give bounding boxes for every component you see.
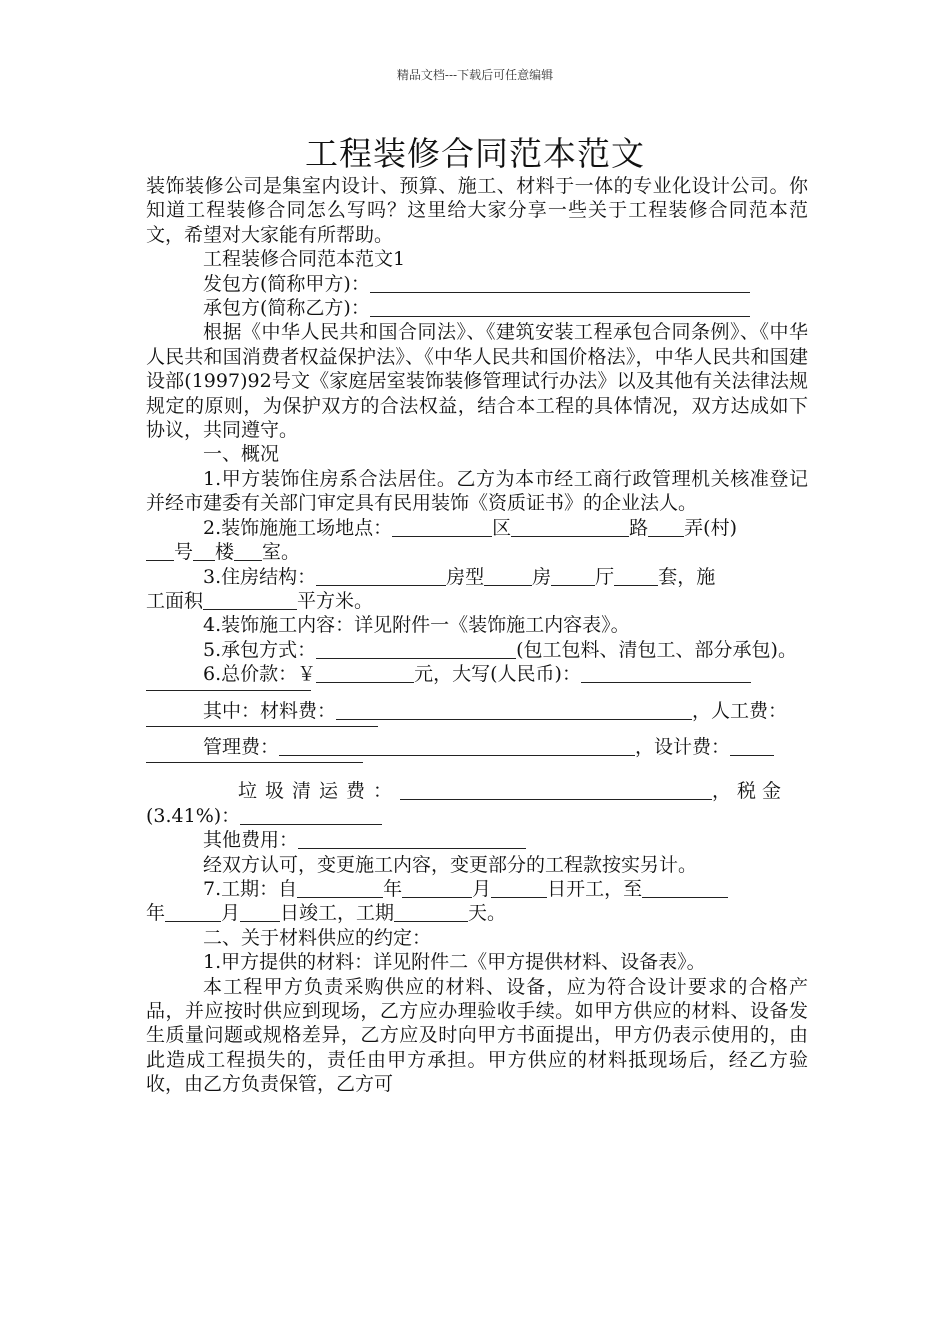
road-blank[interactable] (511, 517, 629, 537)
item-7-cont: 年 月 日竣工，工期 天。 (146, 902, 507, 925)
page-header: 精品文档---下载后可任意编辑 (396, 68, 554, 82)
change-paragraph: 经双方认可，变更施工内容，变更部分的工程款按实另计。 (203, 853, 698, 876)
start-day-blank[interactable] (491, 878, 547, 898)
total-price-words-blank[interactable] (581, 663, 751, 683)
management-fee-line: 管理费： ，设计费： (146, 735, 808, 759)
suite-blank[interactable] (614, 566, 658, 586)
section-2-paragraph: 本工程甲方负责采购供应的材料、设备，应为符合设计要求的合格产品，并应按时供应到现场，乙方应办理验收手续。如甲方供应的材料、设备发生质量问题或规格差异，乙方应及时向甲方书面提出，甲方仍表示使用的，由此造成工程损失的，责任由甲方承担。甲方供应的材料抵现场后，经乙方验收，由乙方负责保管，乙方可 (146, 975, 808, 1096)
duration-blank[interactable] (394, 902, 468, 922)
item-2: 2.装饰施施工场地点： 区 路 弄(村) (203, 516, 737, 539)
structure-blank[interactable] (316, 566, 446, 586)
management-fee-blank[interactable] (279, 736, 635, 756)
item-7: 7.工期：自 年 月 日开工，至 (146, 877, 808, 901)
basis-paragraph: 根据《中华人民共和国合同法》、《建筑安装工程承包合同条例》、《中华人民共和国消费者权益保护法》、《中华人民共和国价格法》，中华人民共和国建设部(1997)92号文《家庭居室装饰装修管理试行办法》以及其他有关法律法规规定的原则，为保护双方的合法权益，结合本工程的具体情况，双方达成如下协议，共同遵守。 (146, 321, 808, 442)
intro-paragraph: 装饰装修公司是集室内设计、预算、施工、材料于一体的专业化设计公司。你知道工程装修合同怎么写吗？这里给大家分享一些关于工程装修合同范本范文，希望对大家能有所帮助。 (146, 175, 808, 246)
item-6-rule (146, 687, 808, 699)
start-year-blank[interactable] (297, 878, 383, 898)
number-blank[interactable] (146, 541, 174, 561)
party-a-line: 发包方(简称甲方)： (146, 272, 808, 296)
end-day-blank[interactable] (240, 902, 280, 922)
item-3-cont: 工面积 平方米。 (146, 589, 374, 612)
garbage-fee-blank[interactable] (400, 780, 712, 800)
party-a-blank[interactable] (370, 273, 750, 293)
item-4: 4.装饰施工内容：详见附件一《装饰施工内容表》。 (203, 614, 630, 637)
district-blank[interactable] (392, 517, 492, 537)
hall-blank[interactable] (551, 566, 595, 586)
section-1-heading: 一、概况 (203, 443, 280, 466)
end-year-blank[interactable] (642, 878, 728, 898)
document-body (146, 174, 808, 1097)
contract-method-blank[interactable] (316, 639, 516, 659)
subtitle-1: 工程装修合同范本范文1 (203, 248, 406, 271)
area-blank[interactable] (203, 590, 297, 610)
building-blank[interactable] (193, 541, 215, 561)
item-3: 3.住房结构： 房型 房 厅 套，施 (203, 565, 716, 588)
party-b-blank[interactable] (370, 297, 750, 317)
document-title: 工程装修合同范本范文 (305, 134, 645, 173)
labor-fee-rule (146, 723, 808, 735)
other-fee-line: 其他费用： (146, 828, 808, 852)
room-blank[interactable] (234, 541, 262, 561)
section-2-heading: 二、关于材料供应的约定： (203, 926, 432, 949)
material-fee-blank[interactable] (336, 700, 692, 720)
tax-line: (3.41%)： (146, 804, 808, 828)
item-2-cont: 号 楼 室。 (146, 540, 808, 564)
total-price-blank[interactable] (316, 663, 414, 683)
end-month-blank[interactable] (165, 902, 221, 922)
garbage-fee-line: 垃圾清运费： ，税金 (238, 780, 788, 803)
room-type-blank[interactable] (484, 566, 532, 586)
item-6: 6.总价款：￥ 元，大写(人民币)： (146, 662, 808, 686)
item-5: 5.承包方式： (包工包料、清包工、部分承包)。 (203, 638, 797, 661)
material-fee-line: 其中：材料费： ，人工费： (203, 699, 788, 722)
start-month-blank[interactable] (402, 878, 472, 898)
section-2-item-1: 1.甲方提供的材料：详见附件二《甲方提供材料、设备表》。 (203, 951, 706, 974)
tax-blank[interactable] (240, 805, 382, 825)
design-fee-blank[interactable] (730, 736, 774, 756)
other-fee-blank[interactable] (298, 829, 526, 849)
lane-blank[interactable] (648, 517, 684, 537)
party-b-line: 承包方(简称乙方)： (146, 296, 808, 320)
design-fee-rule (146, 759, 808, 771)
item-1: 1.甲方装饰住房系合法居住。乙方为本市经工商行政管理机关核准登记并经市建委有关部门审定具有民用装饰《资质证书》的企业法人。 (146, 467, 808, 515)
